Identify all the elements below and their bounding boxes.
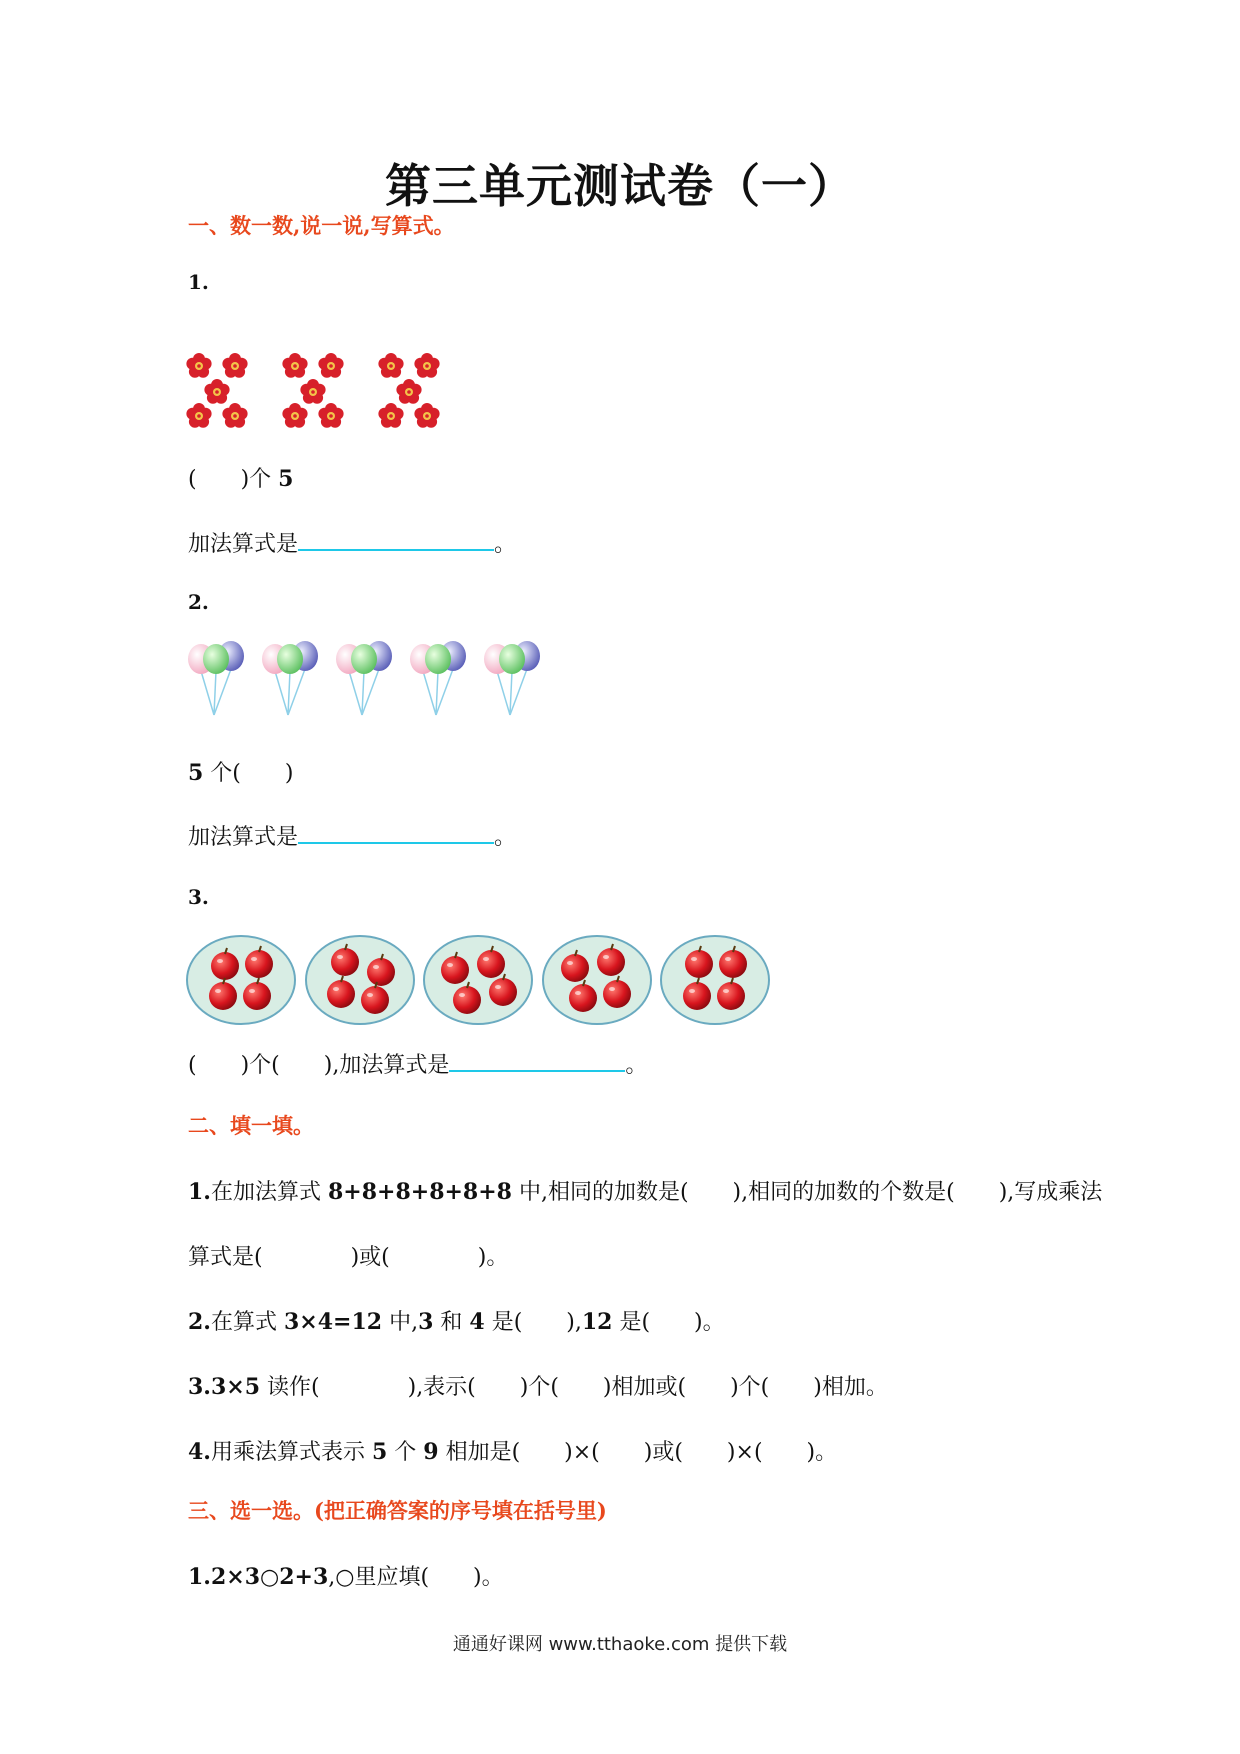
fill-item-4: 4.用乘法算式表示 5 个 9 相加是( )×( )或( )×( )。 (188, 1439, 838, 1465)
question-2-number: 2. (188, 590, 209, 614)
fill-item-2: 2.在算式 3×4=12 中,3 和 4 是( ),12 是( )。 (188, 1309, 725, 1335)
section-2-heading: 二、填一填。 (188, 1113, 314, 1138)
answer-blank[interactable] (298, 527, 494, 551)
section-3-heading: 三、选一选。(把正确答案的序号填在括号里) (188, 1498, 607, 1523)
answer-blank[interactable] (449, 1048, 625, 1072)
choice-item-1: 1.2×3○2+3,○里应填( )。 (188, 1564, 504, 1590)
plate-5 (661, 936, 769, 1024)
question-1-groups-line: ( )个 5 (188, 466, 294, 492)
answer-blank[interactable] (298, 820, 494, 844)
flower-illustration (185, 352, 465, 432)
balloon-bunch-1 (188, 641, 244, 715)
balloon-bunch-3 (336, 641, 392, 715)
question-3-line: ( )个( ),加法算式是 。 (188, 1048, 647, 1079)
plate-1 (187, 936, 295, 1024)
question-1-number: 1. (188, 270, 209, 294)
flower-group-1 (186, 353, 247, 428)
question-1-addition-line: 加法算式是 。 (188, 527, 516, 558)
plate-2 (306, 936, 414, 1024)
section-1-heading: 一、数一数,说一说,写算式。 (188, 213, 455, 238)
plate-4 (543, 936, 651, 1024)
footer-source: 通通好课网 www.tthaoke.com 提供下载 (452, 1634, 788, 1655)
page-title: 第三单元测试卷（一） (385, 159, 855, 213)
flower-group-2 (282, 353, 343, 428)
balloon-bunch-4 (410, 641, 466, 715)
question-3-number: 3. (188, 885, 209, 909)
balloon-bunch-5 (484, 641, 540, 715)
flower-group-3 (378, 353, 439, 428)
question-2-groups-line: 5 个( ) (188, 760, 294, 786)
plate-3 (424, 936, 532, 1024)
fill-item-1: 1.在加法算式 8+8+8+8+8+8 中,相同的加数是( ),相同的加数的个数是( ),写成乘法 (188, 1179, 1103, 1205)
apple-plates-illustration (185, 932, 785, 1032)
fill-item-3: 3.3×5 读作( ),表示( )个( )相加或( )个( )相加。 (188, 1374, 888, 1400)
balloon-bunch-2 (262, 641, 318, 715)
balloon-illustration (185, 643, 545, 723)
fill-item-1-continued: 算式是( )或( )。 (188, 1245, 509, 1270)
question-2-addition-line: 加法算式是 。 (188, 820, 516, 851)
